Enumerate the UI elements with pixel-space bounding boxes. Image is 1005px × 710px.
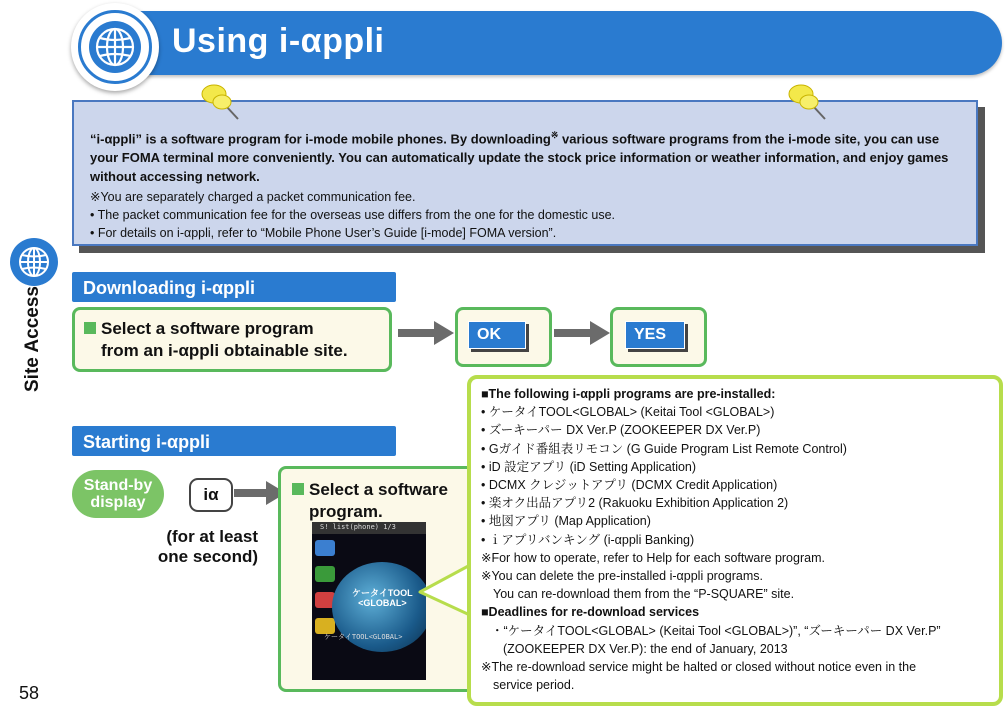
arrow-right-icon (396, 315, 456, 351)
delete-note: ※You can delete the pre-installed i-αppli programs. (481, 569, 763, 584)
download-step-text: Select a software program from an i-αppli obtainable site. (84, 318, 348, 362)
globe-icon (86, 18, 144, 76)
preinstalled-item: • DCMX クレジットアプリ (DCMX Credit Application) (481, 478, 778, 493)
phone-app-caption: ケータイTOOL <GLOBAL> (352, 588, 413, 608)
phone-screen-image (312, 522, 426, 680)
deadline-line: (ZOOKEEPER DX Ver.P): the end of January, 2013 (503, 641, 788, 656)
phone-selected-item: ケータイTOOL<GLOBAL> (324, 633, 403, 641)
preinstalled-item: • ケータイTOOL<GLOBAL> (Keitai Tool <GLOBAL>) (481, 405, 775, 420)
intro-bullet: • For details on i-αppli, refer to “Mobile Phone User’s Guide [i-mode] FOMA version”. (90, 226, 557, 241)
section-side-label: Site Access (22, 286, 43, 392)
ok-key: OK (468, 321, 526, 349)
redownload-note: You can re-download them from the “P-SQUARE” site. (493, 587, 795, 602)
start-step-text: Select a software program. (292, 479, 448, 523)
deadline-heading: ■Deadlines for re-download services (481, 605, 700, 620)
intro-note: ※You are separately charged a packet communication fee. (90, 190, 416, 205)
bullet-square-icon (84, 322, 96, 334)
callout-pointer (418, 560, 474, 620)
app-icon (315, 566, 335, 582)
preinstalled-item: • ズーキーパー DX Ver.P (ZOOKEEPER DX Ver.P) (481, 423, 761, 438)
section-header-starting: Starting i-αppli (72, 426, 396, 456)
section-header-downloading: Downloading i-αppli (72, 272, 396, 302)
intro-bullet: • The packet communication fee for the overseas use differs from the one for the domestic use. (90, 208, 616, 223)
preinstalled-item: • Gガイド番組表リモコン (G Guide Program List Remote Control) (481, 441, 847, 456)
help-note: ※For how to operate, refer to Help for each software program. (481, 550, 825, 565)
preinstalled-item: • 地図アプリ (Map Application) (481, 514, 651, 529)
halt-note: ※The re-download service might be halted or closed without notice even in the (481, 660, 917, 675)
preinstalled-item: • ｉアプリバンキング (i-αppli Banking) (481, 532, 695, 547)
globe-icon (17, 245, 51, 279)
page-number: 58 (19, 683, 40, 703)
preinstalled-heading: ■The following i-αppli programs are pre-installed: (481, 387, 776, 401)
preinstalled-item: • iD 設定アプリ (iD Setting Application) (481, 459, 697, 474)
title-globe-badge (71, 3, 159, 91)
page-title: Using i-αppli (172, 22, 385, 60)
app-icon (315, 540, 335, 556)
side-globe-badge (10, 238, 58, 286)
arrow-right-icon (552, 315, 612, 351)
i-alpha-key: iα (189, 478, 233, 512)
phone-title-bar: S! list(phone) 1/3 (312, 522, 426, 534)
standby-display-badge: Stand-by display (72, 470, 164, 518)
hold-duration-note: (for at least one second) (157, 527, 258, 566)
pushpin-icon (787, 82, 831, 122)
preinstalled-info-box (467, 375, 1003, 706)
bullet-square-icon (292, 483, 304, 495)
deadline-line: ・“ケータイTOOL<GLOBAL> (Keitai Tool <GLOBAL>)”, “ズーキーパー DX Ver.P” (491, 623, 941, 638)
pushpin-icon (200, 82, 244, 122)
preinstalled-item: • 楽オク出品アプリ2 (Rakuoku Exhibition Application 2) (481, 496, 789, 511)
halt-note: service period. (493, 678, 575, 693)
intro-lead: “i-αppli” is a software program for i-mode mobile phones. By downloading※ various software programs from the i-mode site, you can use your FOMA terminal more conveniently. You can automatically update the stock price information or weather information, and enjoy games without accessing network. (90, 130, 949, 185)
yes-key: YES (625, 321, 685, 349)
